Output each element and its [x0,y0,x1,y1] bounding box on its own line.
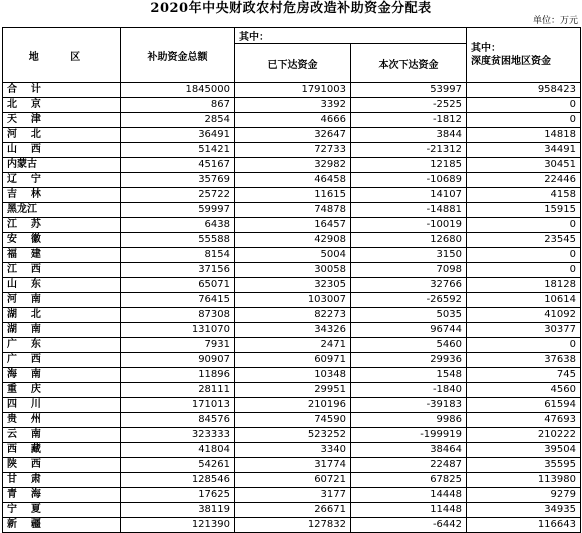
total-cell: 11896 [121,368,235,383]
poor-cell: 34935 [467,503,581,518]
table-row [3,248,581,263]
poor-cell: 41092 [467,308,581,323]
table-row [3,278,581,293]
table-row [3,503,581,518]
region-cell: 四 川 [3,398,121,413]
table-row [3,458,581,473]
current-cell: 3844 [351,128,467,143]
poor-header-text: 其中： 深度贫困地区资金 [471,43,551,67]
current-cell: 12680 [351,233,467,248]
total-cell: 38119 [121,503,235,518]
table-row [3,113,581,128]
issued-cell: 34326 [235,323,351,338]
poor-cell: 39504 [467,443,581,458]
poor-cell: 0 [467,263,581,278]
current-cell: -39183 [351,398,467,413]
total-cell: 36491 [121,128,235,143]
allocation-table [2,27,581,533]
poor-cell: 210222 [467,428,581,443]
issued-cell: 1791003 [235,83,351,98]
poor-cell: 0 [467,248,581,263]
issued-cell: 3392 [235,98,351,113]
table-row [3,98,581,113]
poor-cell: 30377 [467,323,581,338]
region-cell: 天 津 [3,113,121,128]
total-cell: 171013 [121,398,235,413]
poor-cell: 47693 [467,413,581,428]
current-cell: 1548 [351,368,467,383]
total-cell: 128546 [121,473,235,488]
unit-label: 单位：万元 [532,16,578,26]
region-cell: 贵 州 [3,413,121,428]
current-cell: -1812 [351,113,467,128]
table-row [3,473,581,488]
total-cell: 131070 [121,323,235,338]
current-cell: 67825 [351,473,467,488]
current-cell: -26592 [351,293,467,308]
current-cell: 14107 [351,188,467,203]
poor-cell: 116643 [467,518,581,533]
issued-cell: 127832 [235,518,351,533]
current-cell: 3150 [351,248,467,263]
current-cell: 96744 [351,323,467,338]
total-cell: 2854 [121,113,235,128]
current-cell: 29936 [351,353,467,368]
current-cell: -14881 [351,203,467,218]
issued-cell: 5004 [235,248,351,263]
total-cell: 17625 [121,488,235,503]
region-cell: 云 南 [3,428,121,443]
issued-cell: 42908 [235,233,351,248]
region-cell: 广 西 [3,353,121,368]
table-body [3,83,581,533]
issued-cell: 10348 [235,368,351,383]
poor-cell: 10614 [467,293,581,308]
region-cell: 宁 夏 [3,503,121,518]
total-cell: 54261 [121,458,235,473]
issued-cell: 2471 [235,338,351,353]
region-cell: 青 海 [3,488,121,503]
poor-cell: 22446 [467,173,581,188]
poor-cell: 4158 [467,188,581,203]
total-cell: 867 [121,98,235,113]
region-cell: 山 西 [3,143,121,158]
total-header: 补助资金总额 [121,28,235,83]
table-row [3,398,581,413]
region-cell: 甘 肃 [3,473,121,488]
table-row [3,443,581,458]
total-cell: 1845000 [121,83,235,98]
total-cell: 35769 [121,173,235,188]
issued-cell: 16457 [235,218,351,233]
current-cell: 22487 [351,458,467,473]
total-cell: 51421 [121,143,235,158]
total-cell: 25722 [121,188,235,203]
region-cell: 内蒙古 [3,158,121,173]
current-cell: 5460 [351,338,467,353]
current-cell: -1840 [351,383,467,398]
total-cell: 41804 [121,443,235,458]
region-header: 地 区 [3,28,121,83]
region-cell: 海 南 [3,368,121,383]
region-cell: 江 西 [3,263,121,278]
region-cell: 陕 西 [3,458,121,473]
total-cell: 59997 [121,203,235,218]
region-cell: 北 京 [3,98,121,113]
region-cell: 江 苏 [3,218,121,233]
total-cell: 55588 [121,233,235,248]
issued-cell: 29951 [235,383,351,398]
table-row [3,308,581,323]
issued-cell: 32982 [235,158,351,173]
poor-cell: 18128 [467,278,581,293]
poor-cell: 0 [467,338,581,353]
table-row [3,188,581,203]
issued-cell: 26671 [235,503,351,518]
issued-cell: 46458 [235,173,351,188]
table-row [3,323,581,338]
poor-cell: 37638 [467,353,581,368]
issued-cell: 103007 [235,293,351,308]
table-row [3,173,581,188]
issued-cell: 32647 [235,128,351,143]
header-row-1 [3,28,581,44]
issued-cell: 4666 [235,113,351,128]
total-cell: 65071 [121,278,235,293]
total-cell: 6438 [121,218,235,233]
current-cell: 12185 [351,158,467,173]
issued-cell: 31774 [235,458,351,473]
poor-cell: 34491 [467,143,581,158]
region-cell: 湖 北 [3,308,121,323]
region-cell: 西 藏 [3,443,121,458]
total-cell: 121390 [121,518,235,533]
region-cell: 湖 南 [3,323,121,338]
table-row [3,353,581,368]
poor-cell: 0 [467,113,581,128]
poor-cell: 0 [467,218,581,233]
total-cell: 323333 [121,428,235,443]
current-cell: 5035 [351,308,467,323]
table-row [3,368,581,383]
issued-cell: 60721 [235,473,351,488]
region-cell: 安 徽 [3,233,121,248]
region-cell: 吉 林 [3,188,121,203]
table-row [3,383,581,398]
current-header: 本次下达资金 [351,44,467,83]
current-cell: 9986 [351,413,467,428]
issued-cell: 60971 [235,353,351,368]
table-row [3,428,581,443]
poor-cell: 61594 [467,398,581,413]
region-cell: 辽 宁 [3,173,121,188]
issued-cell: 3340 [235,443,351,458]
current-cell: -10689 [351,173,467,188]
issued-header: 已下达资金 [235,44,351,83]
issued-cell: 3177 [235,488,351,503]
total-cell: 90907 [121,353,235,368]
total-cell: 8154 [121,248,235,263]
region-cell: 新 疆 [3,518,121,533]
current-cell: 32766 [351,278,467,293]
poor-cell: 30451 [467,158,581,173]
poor-cell: 14818 [467,128,581,143]
issued-cell: 32305 [235,278,351,293]
table-title: 2020年中央财政农村危房改造补助资金分配表 [150,1,432,16]
issued-cell: 210196 [235,398,351,413]
table-row [3,218,581,233]
table-row [3,143,581,158]
table-row [3,203,581,218]
region-cell: 河 北 [3,128,121,143]
region-cell: 黑龙江 [3,203,121,218]
current-cell: 11448 [351,503,467,518]
total-cell: 87308 [121,308,235,323]
issued-cell: 82273 [235,308,351,323]
table-row [3,233,581,248]
table-row [3,488,581,503]
issued-cell: 11615 [235,188,351,203]
region-cell: 福 建 [3,248,121,263]
total-cell: 7931 [121,338,235,353]
qizhong-header: 其中： [235,28,467,44]
region-cell: 重 庆 [3,383,121,398]
region-cell: 合 计 [3,83,121,98]
current-cell: 53997 [351,83,467,98]
table-row [3,338,581,353]
current-cell: -6442 [351,518,467,533]
poor-cell: 23545 [467,233,581,248]
region-cell: 广 东 [3,338,121,353]
region-cell: 河 南 [3,293,121,308]
issued-cell: 523252 [235,428,351,443]
issued-cell: 30058 [235,263,351,278]
poor-cell: 113980 [467,473,581,488]
table-row [3,83,581,98]
table-row [3,293,581,308]
total-cell: 84576 [121,413,235,428]
poor-cell: 15915 [467,203,581,218]
table-row [3,158,581,173]
poor-header [467,28,581,83]
total-cell: 28111 [121,383,235,398]
table-row [3,263,581,278]
total-cell: 37156 [121,263,235,278]
poor-cell: 35595 [467,458,581,473]
table-row [3,518,581,533]
poor-cell: 745 [467,368,581,383]
issued-cell: 74878 [235,203,351,218]
current-cell: 7098 [351,263,467,278]
current-cell: 38464 [351,443,467,458]
poor-cell: 4560 [467,383,581,398]
poor-cell: 0 [467,98,581,113]
current-cell: -2525 [351,98,467,113]
current-cell: -199919 [351,428,467,443]
poor-cell: 958423 [467,83,581,98]
current-cell: 14448 [351,488,467,503]
poor-cell: 9279 [467,488,581,503]
issued-cell: 74590 [235,413,351,428]
total-cell: 45167 [121,158,235,173]
region-cell: 山 东 [3,278,121,293]
table-row [3,413,581,428]
current-cell: -21312 [351,143,467,158]
issued-cell: 72733 [235,143,351,158]
current-cell: -10019 [351,218,467,233]
total-cell: 76415 [121,293,235,308]
table-row [3,128,581,143]
